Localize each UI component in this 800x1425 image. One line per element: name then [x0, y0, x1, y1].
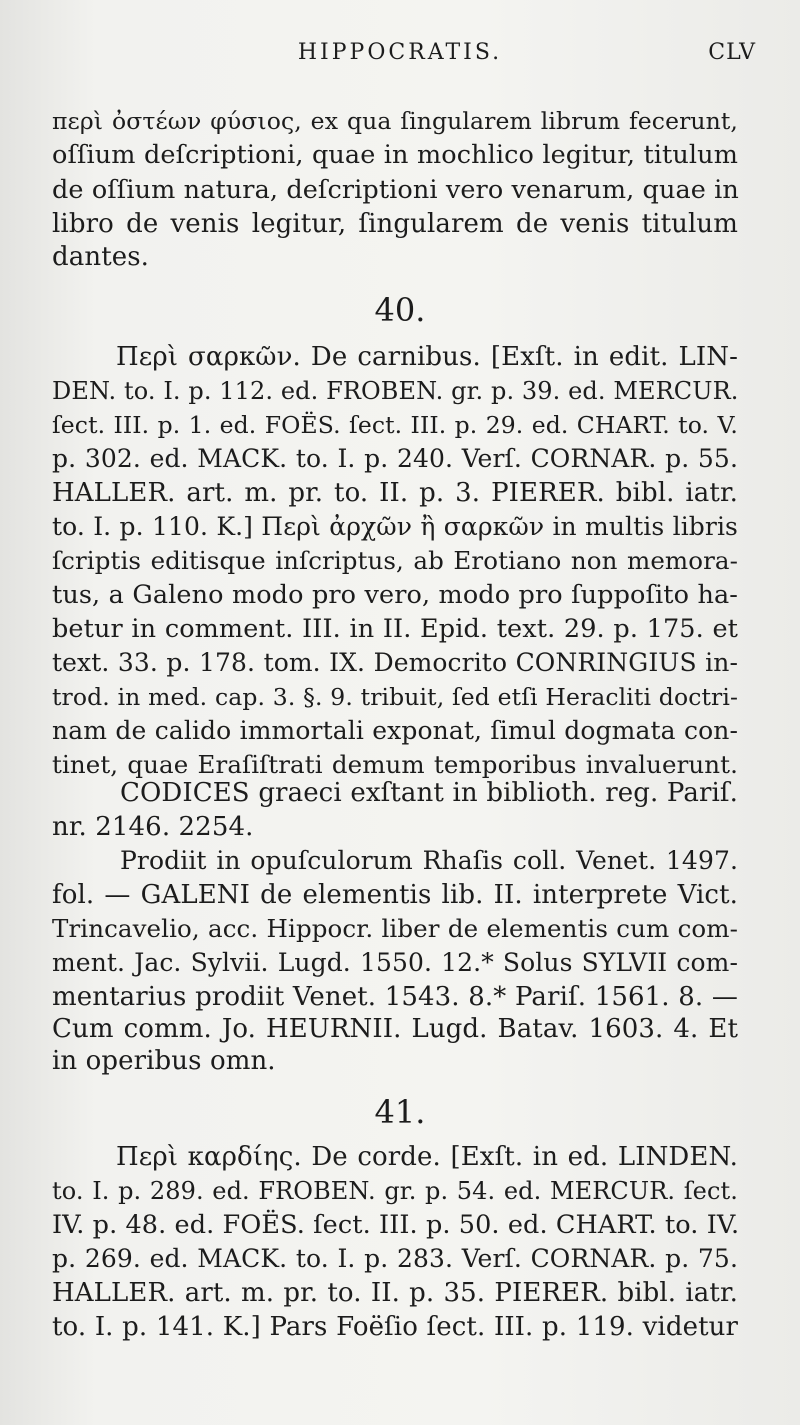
- text-line: CODICES graeci exſtant in biblioth. reg. Pariſ.: [120, 778, 738, 808]
- text-line: mentarius prodiit Venet. 1543. 8.* Pariſ. 1561. 8. —: [52, 982, 738, 1012]
- text-line: Trincavelio, acc. Hippocr. liber de elementis cum com-: [52, 914, 738, 943]
- text-line: p. 269. ed. MACK. to. I. p. 283. Verſ. CORNAR. p. 75.: [52, 1244, 738, 1273]
- text-line: περὶ ὀστέων φύσιος, ex qua ſingularem librum fecerunt,: [52, 107, 738, 135]
- text-line: to. I. p. 289. ed. FROBEN. gr. p. 54. ed. MERCUR. ſect.: [52, 1177, 738, 1205]
- text-line: de oſſium natura, deſcriptioni vero venarum, quae in: [52, 175, 739, 205]
- text-line: Περὶ σαρκῶν. De carnibus. [Exſt. in edit. LIN-: [116, 342, 738, 372]
- text-line: IV. p. 48. ed. FOËS. ſect. III. p. 50. ed. CHART. to. IV.: [52, 1210, 740, 1240]
- text-line: dantes.: [52, 242, 150, 272]
- text-line: ſect. III. p. 1. ed. FOËS. ſect. III. p. 29. ed. CHART. to. V.: [52, 411, 738, 439]
- page-number: CLV: [708, 40, 756, 65]
- text-line: fol. — GALENI de elementis lib. II. interprete Vict.: [52, 880, 738, 910]
- text-line: betur in comment. III. in II. Epid. text. 29. p. 175. et: [52, 614, 738, 644]
- text-line: DEN. to. I. p. 112. ed. FROBEN. gr. p. 39. ed. MERCUR.: [52, 377, 739, 405]
- text-line: Περὶ καρδίης. De corde. [Exſt. in ed. LINDEN.: [116, 1142, 738, 1172]
- section-number: 40.: [374, 291, 426, 329]
- text-line: Prodiit in opuſculorum Rhaſis coll. Venet. 1497.: [120, 846, 738, 875]
- text-line: HALLER. art. m. pr. to. II. p. 3. PIERER. bibl. iatr.: [52, 478, 738, 508]
- running-title: HIPPOCRATIS.: [297, 40, 503, 65]
- text-line: tinet, quae Eraſiſtrati demum temporibus invaluerunt.: [52, 750, 738, 779]
- text-line: to. I. p. 110. K.] Περὶ ἀρχῶν ἢ σαρκῶν in multis libris: [52, 512, 738, 541]
- text-line: libro de venis legitur, ſingularem de venis titulum: [52, 209, 738, 239]
- text-line: nr. 2146. 2254.: [52, 812, 254, 842]
- text-line: trod. in med. cap. 3. §. 9. tribuit, ſed etſi Heracliti doctri-: [52, 683, 738, 711]
- text-line: tus, a Galeno modo pro vero, modo pro ſuppoſito ha-: [52, 580, 738, 610]
- text-line: ſcriptis editisque inſcriptus, ab Erotiano non memora-: [52, 546, 738, 575]
- text-line: to. I. p. 141. K.] Pars Foëſio ſect. III. p. 119. videtur: [52, 1312, 738, 1342]
- text-line: nam de calido immortali exponat, ſimul dogmata con-: [52, 716, 738, 745]
- text-line: p. 302. ed. MACK. to. I. p. 240. Verſ. CORNAR. p. 55.: [52, 444, 738, 473]
- text-line: ment. Jac. Sylvii. Lugd. 1550. 12.* Solus SYLVII com-: [52, 948, 738, 977]
- text-line: HALLER. art. m. pr. to. II. p. 35. PIERER. bibl. iatr.: [52, 1278, 738, 1308]
- text-line: oſſium deſcriptioni, quae in mochlico legitur, titulum: [52, 140, 738, 170]
- text-line: text. 33. p. 178. tom. IX. Democrito CONRINGIUS in-: [52, 648, 738, 677]
- text-line: Cum comm. Jo. HEURNII. Lugd. Batav. 1603. 4. Et: [52, 1014, 738, 1044]
- section-number: 41.: [374, 1093, 426, 1131]
- text-line: in operibus omn.: [52, 1046, 276, 1076]
